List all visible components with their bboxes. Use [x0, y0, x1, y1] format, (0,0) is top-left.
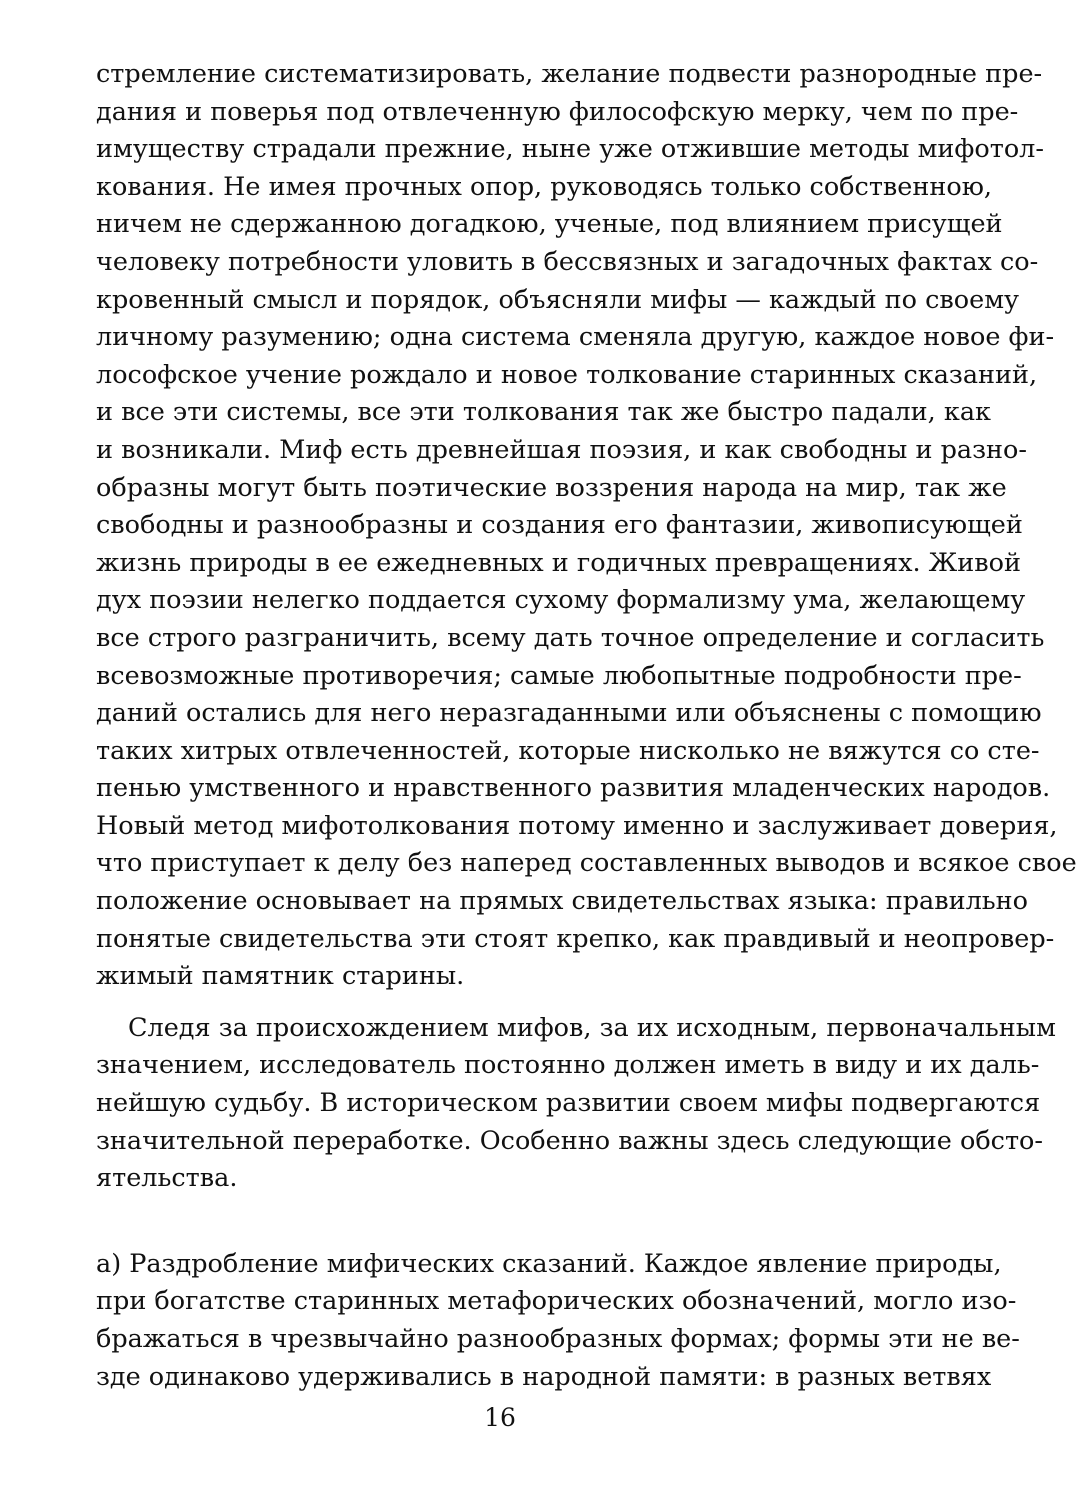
- paragraph-1: [96, 56, 1077, 996]
- paragraph-2: [96, 1010, 1056, 1198]
- paragraph-3: [96, 1246, 1020, 1396]
- text-line: таких хитрых отвлеченностей, которые нисколько не вяжутся со сте-: [96, 735, 1040, 766]
- text-line: пенью умственного и нравственного развития младенческих народов.: [96, 773, 1051, 804]
- text-line: имуществу страдали прежние, ныне уже отжившие методы мифотол-: [96, 134, 1044, 165]
- text-line: кровенный смысл и порядок, объясняли мифы — каждый по своему: [96, 284, 1020, 315]
- text-line: личному разумению; одна система сменяла другую, каждое новое фи-: [96, 322, 1055, 353]
- text-line: значительной переработке. Особенно важны здесь следующие обсто-: [96, 1125, 1044, 1156]
- page-body: [96, 56, 1077, 1396]
- text-line: нейшую судьбу. В историческом развитии своем мифы подвергаются: [96, 1088, 1041, 1119]
- text-line: образны могут быть поэтические воззрения народа на мир, так же: [96, 472, 1007, 503]
- text-line: всевозможные противоречия; самые любопытные подробности пре-: [96, 660, 1022, 691]
- text-line: и все эти системы, все эти толкования так же быстро падали, как: [96, 397, 991, 428]
- text-line: а) Раздробление мифических сказаний. Каждое явление природы,: [96, 1248, 1002, 1279]
- text-line: человеку потребности уловить в бессвязных и загадочных фактах со-: [96, 246, 1039, 277]
- text-line: кования. Не имея прочных опор, руководясь только собственною,: [96, 171, 993, 202]
- text-line: Новый метод мифотолкования потому именно и заслуживает доверия,: [96, 810, 1058, 841]
- paragraph-gap: [96, 996, 926, 1010]
- text-line: и возникали. Миф есть древнейшая поэзия, и как свободны и разно-: [96, 434, 1027, 465]
- text-line: свободны и разнообразны и создания его фантазии, живописующей: [96, 510, 1023, 541]
- text-line: жимый памятник старины.: [96, 961, 465, 992]
- text-line: лософское учение рождало и новое толкование старинных сказаний,: [96, 359, 1038, 390]
- text-line: бражаться в чрезвычайно разнообразных формах; формы эти не ве-: [96, 1324, 1020, 1354]
- text-line: стремление систематизировать, желание подвести разнородные пре-: [96, 59, 1043, 89]
- text-line: даний остались для него неразгаданными или объяснены с помощию: [96, 698, 1042, 729]
- text-line: жизнь природы в ее ежедневных и годичных превращениях. Живой: [96, 547, 1022, 578]
- text-line: ничем не сдержанною догадкою, ученые, под влиянием присущей: [96, 209, 1003, 240]
- text-line: понятые свидетельства эти стоят крепко, как правдивый и неопровер-: [96, 923, 1055, 954]
- text-line: Следя за происхождением мифов, за их исходным, первоначальным: [128, 1012, 1056, 1043]
- text-line: зде одинаково удерживались в народной памяти: в разных ветвях: [96, 1361, 992, 1392]
- text-line: ятельства.: [96, 1163, 238, 1194]
- text-line: что приступает к делу без наперед составленных выводов и всякое свое: [96, 848, 1077, 879]
- text-line: при богатстве старинных метафорических обозначений, могло изо-: [96, 1286, 1017, 1317]
- section-gap: [96, 1198, 926, 1246]
- page-number: 16: [484, 1403, 516, 1432]
- text-line: дух поэзии нелегко поддается сухому формализму ума, желающему: [96, 585, 1026, 616]
- text-line: положение основывает на прямых свидетельствах языка: правильно: [96, 886, 1029, 917]
- text-line: дания и поверья под отвлеченную философскую мерку, чем по пре-: [96, 96, 1019, 127]
- text-line: все строго разграничить, всему дать точное определение и согласить: [96, 622, 1045, 653]
- text-line: значением, исследователь постоянно должен иметь в виду и их даль-: [96, 1050, 1040, 1081]
